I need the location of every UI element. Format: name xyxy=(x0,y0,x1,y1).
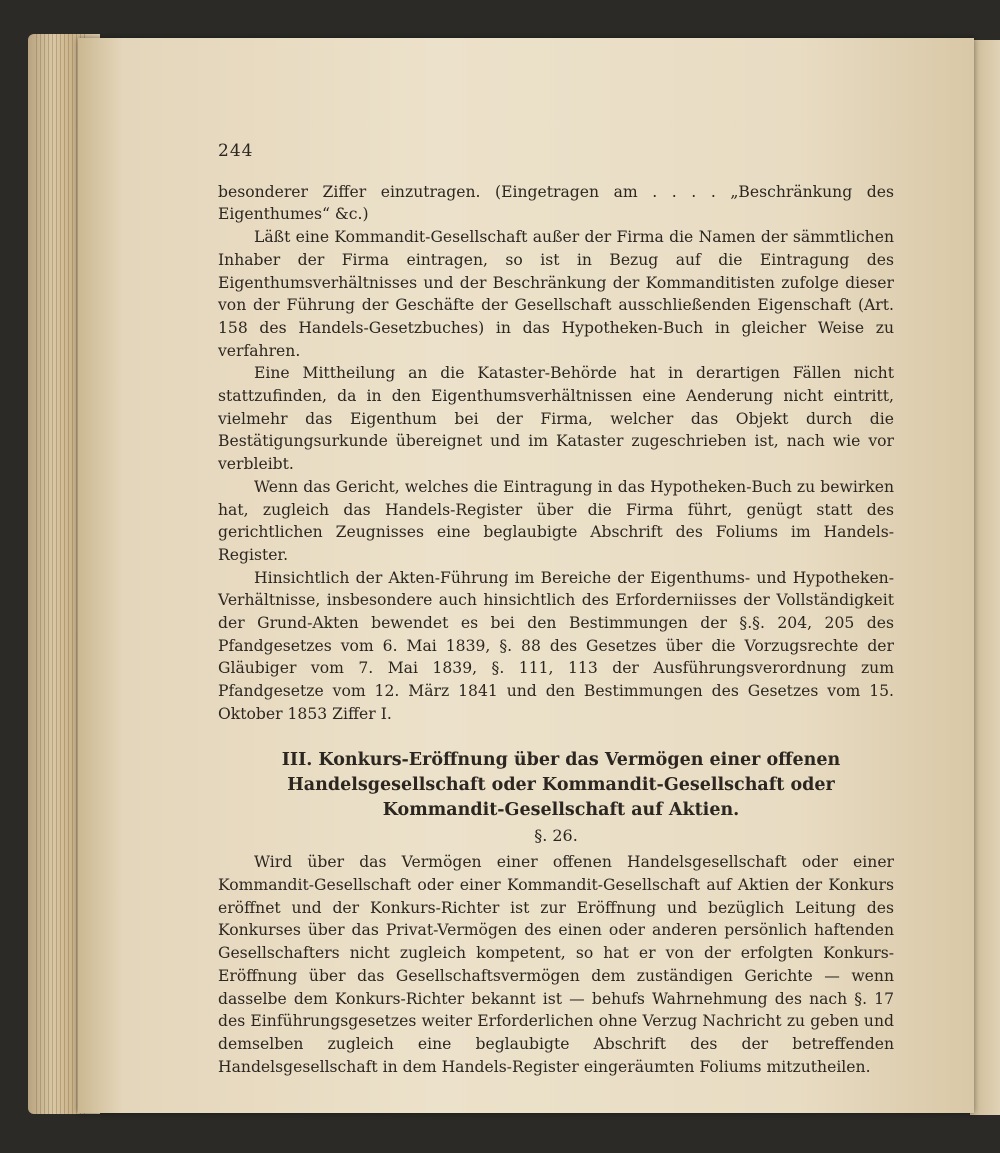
paragraph-1: besonderer Ziffer einzutragen. (Eingetragen am . . . . „Beschränkung des Eigenthumes“ &c.) xyxy=(218,182,894,224)
paragraph-2: Läßt eine Kommandit-Gesellschaft außer der Firma die Namen der sämmtlichen Inhaber der Firma eintragen, so ist in Bezug auf die Eintragung des Eigenthumsverhältnisses und der Beschränkung der Kommanditisten zufolge dieser von der Führung der Geschäfte der Gesellschaft ausschließenden Eigenschaft (Art. 158 des Handels-Gesetzbuches) in das Hypotheken-Buch in gleicher Weise zu verfahren. xyxy=(218,228,894,360)
paragraph-4: Wenn das Gericht, welches die Eintragung in das Hypotheken-Buch zu bewirken hat, zugleich das Handels-Register über die Firma führt, genügt statt des gerichtlichen Zeugnisses eine beglaubigte Abschrift des Foliums im Handels-Register. xyxy=(218,477,894,564)
chapter-numeral: III. xyxy=(281,749,313,770)
paragraph-3: Eine Mittheilung an die Kataster-Behörde hat in derartigen Fällen nicht stattzufinden, da in den Eigenthumsverhältnissen eine Aenderung nicht eintritt, vielmehr das Eigenthum bei der Firma, welcher das Objekt durch die Bestätigungsurkunde übereignet und im Kataster zugeschrieben ist, nach wie vor verbleibt. xyxy=(218,364,894,474)
paragraph-section-26: Wird über das Vermögen einer offenen Handelsgesellschaft oder einer Kommandit-Gesellschaft oder einer Kommandit-Gesellschaft auf Aktien der Konkurs eröffnet und der Konkurs-Richter ist zur Eröffnung und bezüglich Leitung des Konkurses über das Privat-Vermögen des einen oder anderen persönlich haftenden Gesellschafters nicht zugleich kompetent, so hat er von der erfolgten Konkurs-Eröffnung über das Gesellschaftsvermögen dem zuständigen Gerichte — wenn dasselbe dem Konkurs-Richter bekannt ist — behufs Wahrnehmung des nach §. 17 des Einführungsgesetzes weiter Erforderlichen ohne Verzug Nachricht zu geben und demselben zugleich eine beglaubigte Abschrift des der betreffenden Handelsgesellschaft in dem Handels-Register eingeräumten Foliums mitzutheilen. xyxy=(218,853,894,1076)
page-number: 244 xyxy=(218,141,254,161)
paragraph-5: Hinsichtlich der Akten-Führung im Bereiche der Eigenthums- und Hypotheken-Verhältnisse, insbesondere auch hinsichtlich des Erforderniisses der Vollständigkeit der Grund-Akten bewendet es bei den Bestimmungen der §.§. 204, 205 des Pfandgesetzes vom 6. Mai 1839, §. 88 des Gesetzes über die Vorzugsrechte der Gläubiger vom 7. Mai 1839, §. 111, 113 der Ausführungsverordnung zum Pfandgesetze vom 12. März 1841 und den Bestimmungen des Gesetzes vom 15. Oktober 1853 Ziffer I. xyxy=(218,568,894,723)
section-mark: §. 26. xyxy=(534,825,578,845)
chapter-title: Konkurs-Eröffnung über das Vermögen einer offenen Handelsgesellschaft oder Kommandit-Gesellschaft oder Kommandit-Gesellschaft auf Aktien. xyxy=(287,749,841,820)
right-page-edge xyxy=(970,40,1000,1115)
chapter-heading xyxy=(218,748,894,823)
page-text xyxy=(218,140,894,1078)
